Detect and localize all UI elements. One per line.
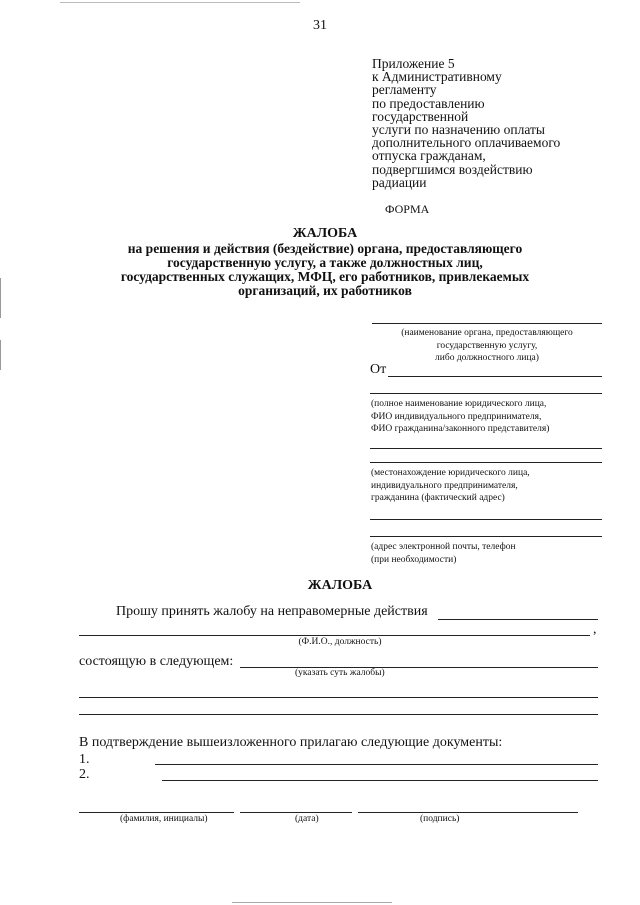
margin-mark <box>0 278 1 318</box>
organ-hint <box>362 327 612 365</box>
doc-item-line <box>162 780 598 781</box>
appendix-line: дополнительного оплачиваемого <box>372 135 561 151</box>
appendix-line: Приложение 5 <box>372 56 455 71</box>
signature-hint: (подпись) <box>420 814 460 824</box>
appendix-line: услуги по назначению оплаты <box>372 122 545 138</box>
margin-mark <box>0 340 1 370</box>
signature-line <box>358 812 578 813</box>
hint-line: ФИО индивидуального предпринимателя, <box>371 411 542 422</box>
essence-line <box>240 667 598 668</box>
hint-line: (полное наименование юридического лица, <box>371 399 547 409</box>
title-line: организаций, их работников <box>238 283 412 298</box>
hint-line: (местонахождение юридического лица, <box>371 468 530 478</box>
location-line <box>370 448 602 449</box>
hint-line: либо должностного лица) <box>435 353 539 363</box>
hint-line: ФИО гражданина/законного представителя) <box>371 424 550 434</box>
title-line: государственную услугу, а также должностных лиц, <box>167 255 483 270</box>
top-edge-rule <box>60 2 300 3</box>
bottom-edge-rule <box>232 902 392 903</box>
hint-line: (при необходимости) <box>371 554 457 565</box>
document-title <box>60 226 590 298</box>
organ-name-line <box>372 323 602 324</box>
applicant-line <box>370 393 602 394</box>
appendix-line: по предоставлению <box>372 95 485 111</box>
actions-line <box>438 619 598 620</box>
page-number: 31 <box>313 18 327 33</box>
hint-line: (адрес электронной почты, телефон <box>371 542 516 552</box>
from-line <box>388 376 602 377</box>
comma: , <box>593 622 597 637</box>
appendix-block <box>372 57 560 189</box>
hint-line: индивидуального предпринимателя, <box>371 480 518 491</box>
hint-line: гражданина (фактический адрес) <box>371 493 505 503</box>
doc-item-number: 2. <box>79 767 90 782</box>
from-label: От <box>370 362 387 377</box>
appendix-line: регламенту <box>372 82 437 98</box>
title-line: государственных служащих, МФЦ, его работников, привлекаемых <box>120 269 530 284</box>
appendix-line: радиации <box>372 174 427 190</box>
form-label: ФОРМА <box>385 202 430 216</box>
appendix-line: подвергшимся воздействию <box>372 161 533 177</box>
date-hint: (дата) <box>295 814 319 824</box>
hint-line: (наименование органа, предоставляющего <box>401 328 573 338</box>
contact-hint <box>371 541 516 566</box>
essence-line <box>79 697 598 698</box>
location-hint <box>371 467 530 505</box>
doc-item-number: 1. <box>79 752 90 767</box>
applicant-hint <box>371 398 549 436</box>
contact-line <box>370 536 602 537</box>
essence-hint: (указать суть жалобы) <box>295 668 385 678</box>
consisting-label: состоящую в следующем: <box>79 654 234 669</box>
contact-line <box>370 519 602 520</box>
location-line <box>370 462 602 463</box>
appendix-line: к Административному <box>372 69 502 85</box>
doc-item-line <box>155 764 598 765</box>
complaint-heading: ЖАЛОБА <box>307 578 373 593</box>
title-line: на решения и действия (бездействие) органа, предоставляющего <box>127 241 523 256</box>
title-main: ЖАЛОБА <box>292 226 358 241</box>
appendix-line: отпуска гражданам, <box>372 148 486 164</box>
appendix-line: государственной <box>372 108 469 124</box>
person-hint: (Ф.И.О., должность) <box>298 637 382 647</box>
hint-line: государственную услугу, <box>436 340 538 351</box>
request-text: Прошу принять жалобу на неправомерные действия <box>116 604 428 619</box>
name-hint: (фамилия, инициалы) <box>120 814 208 824</box>
documents-text: В подтверждение вышеизложенного прилагаю следующие документы: <box>79 735 503 750</box>
essence-line <box>79 714 598 715</box>
